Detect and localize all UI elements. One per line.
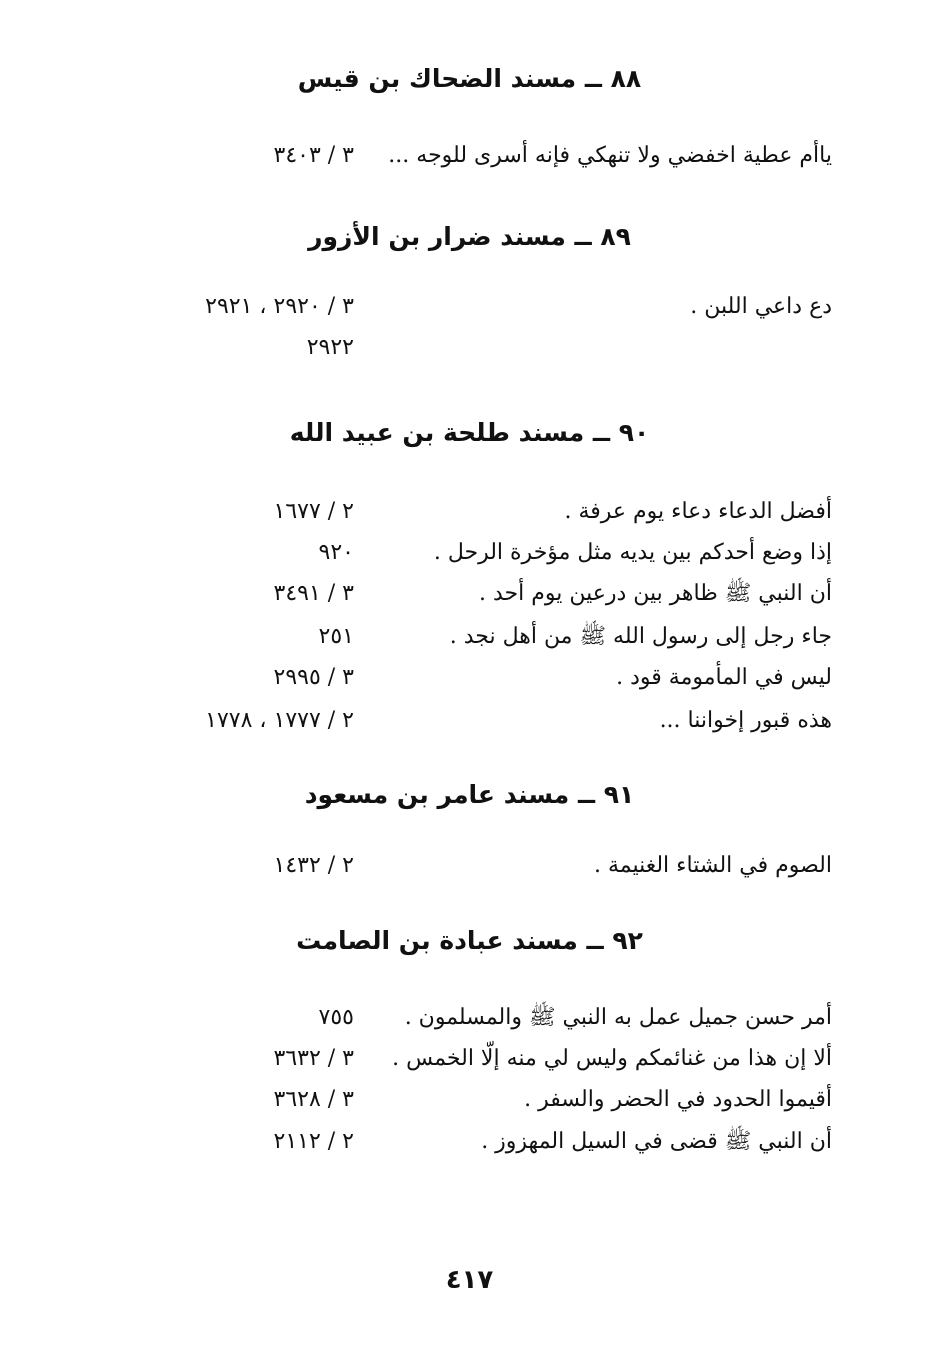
entry-text: الصوم في الشتاء الغنيمة . [593, 853, 832, 878]
entry-row [0, 701, 939, 741]
entry-text: ليس في المأمومة قود . [616, 665, 832, 690]
entry-reference: ٢ / ٢١١٢ [273, 1129, 354, 1154]
page-number: ٤١٧ [445, 1265, 494, 1295]
section-heading-89: ٨٩ ــ مسند ضرار بن الأزور [308, 222, 631, 251]
entry-row [0, 574, 939, 614]
section-heading-90: ٩٠ ــ مسند طلحة بن عبيد الله [289, 418, 650, 447]
entry-reference: ٣ / ٣٦٢٨ [273, 1087, 354, 1112]
entry-reference: ٢ / ١٧٧٧ ، ١٧٧٨ [205, 708, 354, 733]
entry-reference: ٢٥١ [318, 624, 354, 649]
entry-text: أن النبي ﷺ ظاهر بين درعين يوم أحد . [479, 581, 832, 606]
entry-reference: ٧٥٥ [318, 1005, 354, 1030]
entry-reference-continuation: ٢٩٢٢ [306, 335, 354, 360]
entry-text: دع داعي اللبن . [690, 294, 832, 319]
entry-row [0, 492, 939, 532]
entry-row [0, 846, 939, 886]
entry-row-continuation [0, 328, 939, 368]
entry-text: أمر حسن جميل عمل به النبي ﷺ والمسلمون . [404, 1005, 832, 1030]
entry-row [0, 287, 939, 327]
entry-row [0, 1039, 939, 1079]
entry-row [0, 658, 939, 698]
entry-text: ياأم عطية اخفضي ولا تنهكي فإنه أسرى للوجه ... [388, 143, 832, 168]
entry-text: هذه قبور إخواننا ... [659, 708, 832, 733]
section-heading-88: ٨٨ ــ مسند الضحاك بن قيس [297, 64, 642, 93]
entry-reference: ٣ / ٢٩٢٠ ، ٢٩٢١ [205, 294, 354, 319]
entry-reference: ٣ / ٣٤٩١ [273, 581, 354, 606]
entry-row [0, 1080, 939, 1120]
entry-text: ألا إن هذا من غنائمكم وليس لي منه إلّا الخمس . [392, 1046, 832, 1071]
entry-reference: ٢ / ١٤٣٢ [273, 853, 354, 878]
entry-row [0, 998, 939, 1038]
entry-text: إذا وضع أحدكم بين يديه مثل مؤخرة الرحل . [433, 540, 832, 565]
entry-reference: ٣ / ٢٩٩٥ [273, 665, 354, 690]
section-heading-92: ٩٢ ــ مسند عبادة بن الصامت [296, 926, 643, 955]
entry-row [0, 136, 939, 176]
entry-row [0, 533, 939, 573]
entry-reference: ٣ / ٣٦٣٢ [273, 1046, 354, 1071]
section-heading-91: ٩١ ــ مسند عامر بن مسعود [304, 780, 635, 809]
entry-reference: ٩٢٠ [318, 540, 354, 565]
entry-row [0, 1122, 939, 1162]
entry-text: أفضل الدعاء دعاء يوم عرفة . [564, 499, 832, 524]
entry-text: جاء رجل إلى رسول الله ﷺ من أهل نجد . [449, 624, 832, 649]
entry-reference: ٣ / ٣٤٠٣ [273, 143, 354, 168]
entry-reference: ٢ / ١٦٧٧ [273, 499, 354, 524]
entry-text: أقيموا الحدود في الحضر والسفر . [524, 1087, 832, 1112]
entry-text: أن النبي ﷺ قضى في السيل المهزوز . [481, 1129, 832, 1154]
entry-row [0, 617, 939, 657]
